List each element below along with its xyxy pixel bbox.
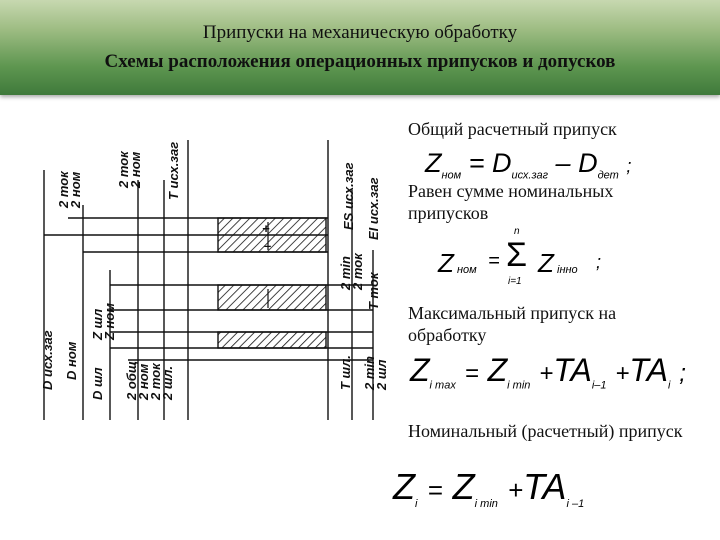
f3-sub4: i — [667, 379, 671, 392]
title-banner — [0, 0, 720, 95]
f4-sub1: i — [415, 498, 418, 511]
label-d-nom: D ном — [64, 341, 79, 380]
label-z-obsh: 2 общ — [124, 361, 139, 400]
slide-subtitle: Схемы расположения операционных припусков и допусков — [104, 51, 616, 72]
formula-total-allowance — [425, 148, 631, 181]
f1-end: ; — [626, 156, 632, 176]
f1-sub1: ном — [441, 169, 462, 182]
f2-sigma: Σ — [506, 236, 528, 274]
f1-eq: = — [468, 148, 485, 178]
label-d-isx-zag: D исх.заг — [40, 330, 55, 390]
label-z-tok-nom-sub: 2 ном — [128, 151, 143, 188]
f4-sub2: i min — [474, 498, 498, 511]
label-min-tok-sub: 2 ток — [350, 253, 365, 290]
label-t-isx-zag: T исх.заг — [166, 141, 181, 200]
section-sum-nominal: Равен сумме номинальных припусков — [408, 181, 614, 223]
minus-sign: – — [264, 238, 272, 253]
f1-d2: D — [578, 148, 598, 178]
label-z-shl: Z шл — [90, 308, 105, 340]
f3-sub2: i min — [507, 379, 531, 392]
section-total-allowance: Общий расчетный припуск — [408, 119, 617, 139]
f2-z: Z — [438, 248, 454, 278]
slide-title: Припуски на механическую обработку — [202, 22, 518, 43]
f2-z2: Z — [538, 248, 554, 278]
f4-sub3: i –1 — [566, 498, 585, 511]
label-es-isx-zag: ES исх.заг — [341, 162, 356, 230]
f4-eq: = — [427, 475, 443, 505]
label-min-shl-sub: 2 шл — [374, 359, 389, 390]
label-z-nom-tok: 2 ток — [56, 171, 71, 208]
f3-ta: TA — [553, 352, 592, 388]
formula-nominal-allowance — [393, 466, 584, 510]
label-z-shl2: 2 шл. — [160, 365, 175, 400]
f1-d1: D — [492, 148, 512, 178]
f3-z2: Z — [487, 352, 508, 388]
label-ei-isx-zag: EI исх.заг — [366, 177, 381, 240]
f1-minus: – — [555, 148, 571, 178]
label-z-obsh-sub: 2 ном — [136, 363, 151, 400]
label-t-tok: T ток — [366, 272, 381, 310]
section-nominal-allowance: Номинальный (расчетный) припуск — [408, 421, 683, 441]
f4-z2: Z — [452, 466, 475, 507]
label-min-shl: 2 min — [362, 356, 377, 390]
f4-z: Z — [393, 466, 415, 507]
f3-sub3: i–1 — [591, 379, 607, 392]
f4-ta: TA — [523, 466, 567, 507]
label-z-nom: Z ном — [102, 303, 117, 340]
label-min-tok: 2 min — [338, 256, 353, 290]
f1-z: Z — [425, 148, 442, 178]
label-t-shl: T шл. — [338, 355, 353, 390]
label-z-nom-tok-sub: 2 ном — [68, 171, 83, 208]
f3-end: ; — [679, 360, 686, 387]
label-z-tok-nom: 2 ток — [116, 151, 131, 188]
f4-plus: + — [507, 475, 524, 505]
plus-sign: + — [262, 221, 270, 236]
f2-top: n — [514, 226, 520, 237]
f1-sub2: исх.заг — [511, 169, 548, 182]
f2-sub2: iнно — [557, 264, 578, 276]
f2-bottom: i=1 — [508, 276, 522, 287]
section-max-allowance: Максимальный припуск на обработку — [408, 303, 617, 345]
f3-sub1: i max — [429, 379, 456, 392]
f3-ta2: TA — [629, 352, 668, 388]
f3-plus2: + — [615, 360, 630, 387]
allowance-scheme-diagram — [28, 100, 398, 430]
formula-sum-nominal — [438, 226, 618, 288]
f1-sub3: дет — [597, 169, 619, 182]
f3-plus: + — [539, 360, 554, 387]
f3-z: Z — [410, 352, 430, 388]
f2-eq: = — [488, 250, 500, 272]
f2-end: ; — [596, 252, 602, 272]
formula-max-allowance — [410, 352, 686, 391]
f3-eq: = — [464, 360, 479, 387]
label-d-shl: D шл — [90, 367, 105, 400]
label-z-tok2: 2 ток — [148, 363, 163, 400]
f2-sub1: ном — [457, 264, 477, 276]
